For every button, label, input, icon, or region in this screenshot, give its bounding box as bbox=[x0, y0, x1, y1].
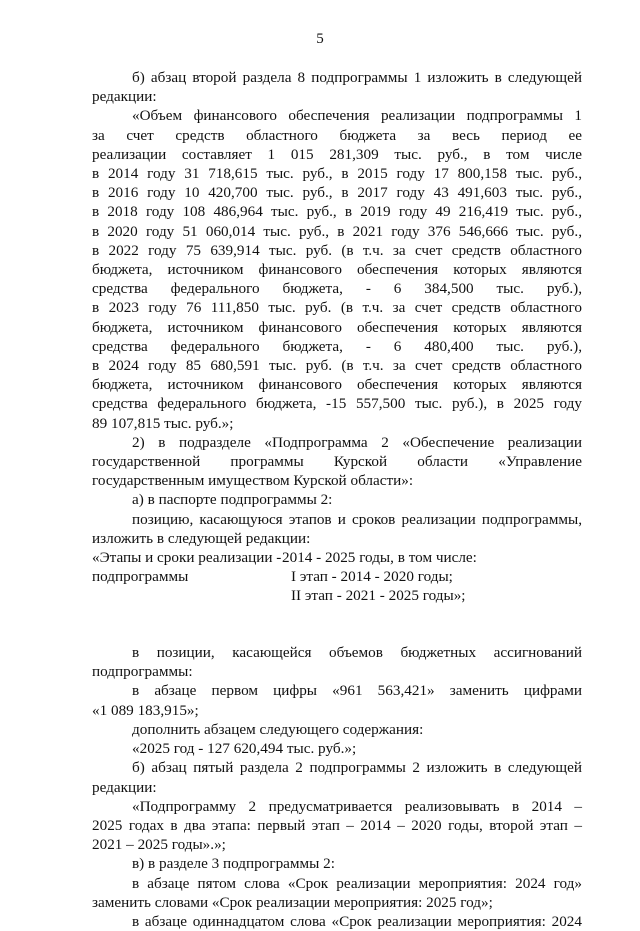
text-line: в 2022 году 75 639,914 тыс. руб. (в т.ч. за счет средств областного bbox=[92, 241, 582, 259]
stages-table-value bbox=[282, 548, 582, 606]
text-line: в 2020 году 51 060,014 тыс. руб., в 2021 году 376 546,666 тыс. руб., bbox=[92, 222, 582, 240]
stages-table-label-line: подпрограммы bbox=[92, 568, 189, 586]
amendment-text-part-1 bbox=[92, 68, 582, 548]
document-body bbox=[92, 68, 582, 931]
text-line: 2021 – 2025 годы».»; bbox=[92, 836, 226, 854]
text-line: подпрограммы: bbox=[92, 663, 193, 681]
stages-table-value-line: I этап - 2014 - 2020 годы; bbox=[291, 568, 453, 586]
text-line: 2) в подразделе «Подпрограмма 2 «Обеспечение реализации bbox=[132, 433, 582, 451]
stages-table-value-line: 2014 - 2025 годы, в том числе: bbox=[282, 549, 477, 567]
text-line: позицию, касающуюся этапов и сроков реализации подпрограммы, bbox=[132, 510, 582, 528]
text-line: «1 089 183,915»; bbox=[92, 701, 199, 719]
blank-spacer bbox=[92, 605, 582, 643]
text-line: 89 107,815 тыс. руб.»; bbox=[92, 414, 234, 432]
text-line: заменить словами «Срок реализации мероприятия: 2025 год»; bbox=[92, 893, 493, 911]
text-line: а) в паспорте подпрограммы 2: bbox=[132, 491, 333, 509]
text-line: в 2014 году 31 718,615 тыс. руб., в 2015 году 17 800,158 тыс. руб., bbox=[92, 165, 582, 183]
text-line: государственным имуществом Курской области»: bbox=[92, 472, 414, 490]
text-line: в 2023 году 76 111,850 тыс. руб. (в т.ч. за счет средств областного bbox=[92, 299, 582, 317]
text-line: бюджета, источником финансового обеспечения которых являются bbox=[92, 376, 582, 394]
text-line: в абзаце одиннадцатом слова «Срок реализации мероприятия: 2024 bbox=[132, 912, 582, 930]
text-line: «Объем финансового обеспечения реализации подпрограммы 1 bbox=[132, 107, 582, 125]
text-line: в абзаце пятом слова «Срок реализации мероприятия: 2024 год» bbox=[132, 874, 582, 892]
text-line: бюджета, источником финансового обеспечения которых являются bbox=[92, 261, 582, 279]
text-line: за счет средств областного бюджета за весь период ее bbox=[92, 126, 582, 144]
text-line: средства федерального бюджета, - 6 480,400 тыс. руб.), bbox=[92, 337, 582, 355]
page-number: 5 bbox=[316, 31, 324, 47]
text-line: б) абзац второй раздела 8 подпрограммы 1 изложить в следующей bbox=[132, 69, 582, 86]
text-line: средства федерального бюджета, - 6 384,500 тыс. руб.), bbox=[92, 280, 582, 298]
amendment-text-part-2 bbox=[92, 643, 582, 931]
stages-table-value-line: II этап - 2021 - 2025 годы»; bbox=[291, 587, 466, 605]
text-line: бюджета, источником финансового обеспечения которых являются bbox=[92, 318, 582, 336]
text-line: государственной программы Курской области «Управление bbox=[92, 453, 582, 471]
text-line: в позиции, касающейся объемов бюджетных ассигнований bbox=[132, 644, 582, 662]
text-line: 2025 годах в два этапа: первый этап – 2014 – 2020 годы, второй этап – bbox=[92, 816, 582, 834]
text-line: дополнить абзацем следующего содержания: bbox=[132, 720, 424, 738]
text-line: средства федерального бюджета, -15 557,500 тыс. руб.), в 2025 году bbox=[92, 395, 582, 413]
text-line: «Подпрограмму 2 предусматривается реализовывать в 2014 – bbox=[132, 797, 582, 815]
stages-table-label-line: «Этапы и сроки реализации - bbox=[92, 549, 282, 567]
text-line: б) абзац пятый раздела 2 подпрограммы 2 изложить в следующей bbox=[132, 759, 582, 777]
text-line: в 2018 году 108 486,964 тыс. руб., в 2019 году 49 216,419 тыс. руб., bbox=[92, 203, 582, 221]
text-line: редакции: bbox=[92, 88, 157, 106]
text-line: редакции: bbox=[92, 778, 157, 796]
stages-table-label bbox=[92, 548, 282, 586]
text-line: в 2024 году 85 680,591 тыс. руб. (в т.ч. за счет средств областного bbox=[92, 357, 582, 375]
text-line: в абзаце первом цифры «961 563,421» заменить цифрами bbox=[132, 682, 582, 700]
text-line: изложить в следующей редакции: bbox=[92, 529, 311, 547]
stages-table bbox=[92, 548, 582, 605]
text-line: реализации составляет 1 015 281,309 тыс. руб., в том числе bbox=[92, 145, 582, 163]
text-line: в 2016 году 10 420,700 тыс. руб., в 2017 году 43 491,603 тыс. руб., bbox=[92, 184, 582, 202]
text-line: «2025 год - 127 620,494 тыс. руб.»; bbox=[132, 740, 357, 758]
text-line: в) в разделе 3 подпрограммы 2: bbox=[132, 855, 335, 873]
